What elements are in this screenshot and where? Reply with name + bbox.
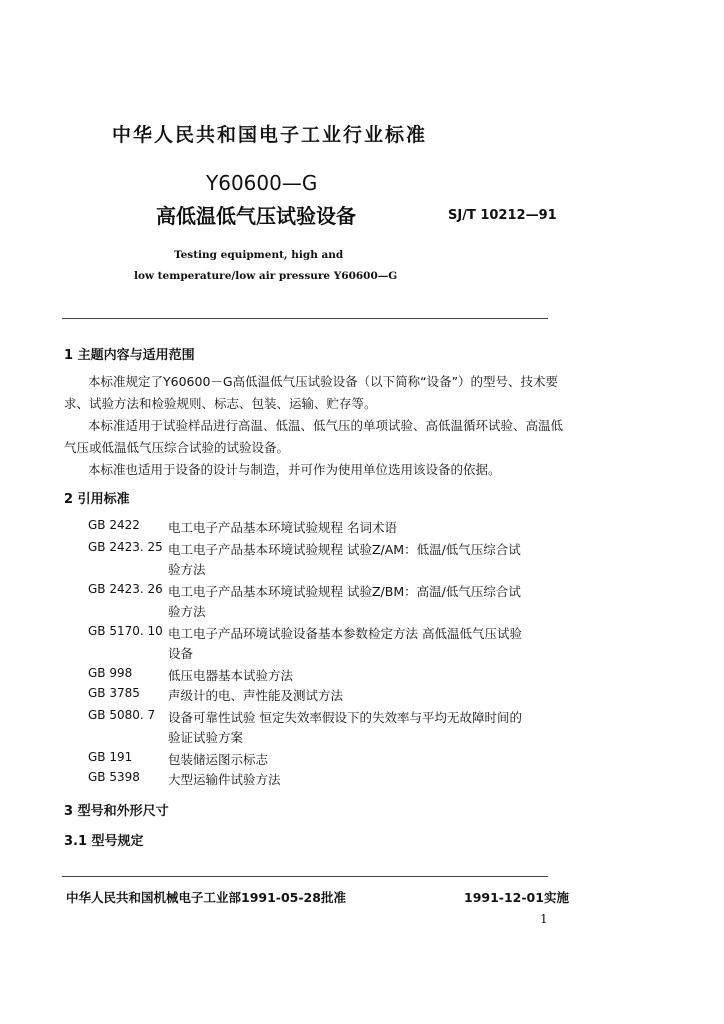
ref-title: 包装储运图示标志 (168, 752, 269, 767)
issuer-header: 中华人民共和国电子工业行业标准 (112, 124, 428, 146)
section-1-line: 本标准规定了Y60600－G高低温低气压试验设备（以下简称“设备”）的型号、技术要 (88, 374, 559, 389)
ref-title: 大型运输件试验方法 (168, 772, 281, 787)
document-title: 高低温低气压试验设备 (156, 204, 356, 228)
english-title-line-1: Testing equipment, high and (174, 249, 344, 261)
ref-title: 低压电器基本试验方法 (168, 668, 294, 683)
ref-title: 电工电子产品基本环境试验规程 试验Z/AM：低温/低气压综合试 (168, 542, 521, 557)
ref-title: 声级计的电、声性能及测试方法 (168, 688, 344, 703)
ref-title-cont: 验证试验方案 (168, 730, 244, 745)
top-divider (62, 318, 548, 319)
standard-code: SJ/T 10212—91 (448, 208, 557, 223)
ref-code: GB 998 (88, 666, 133, 680)
ref-code: GB 2423. 25 (88, 540, 163, 554)
section-3-heading: 3 型号和外形尺寸 (64, 804, 169, 819)
ref-code: GB 191 (88, 750, 133, 764)
ref-title: 电工电子产品基本环境试验规程 名词术语 (168, 520, 397, 535)
ref-title: 电工电子产品环境试验设备基本参数检定方法 高低温低气压试验 (168, 626, 522, 641)
section-2-heading: 2 引用标准 (64, 492, 130, 507)
ref-title-cont: 验方法 (168, 562, 206, 577)
approval-line: 中华人民共和国机械电子工业部1991-05-28批准 (66, 890, 346, 905)
ref-code: GB 5080. 7 (88, 708, 156, 722)
section-1-line: 求、试验方法和检验规则、标志、包装、运输、贮存等。 (64, 396, 377, 411)
section-1-line: 气压或低温低气压综合试验的试验设备。 (64, 440, 290, 455)
ref-title-cont: 验方法 (168, 604, 206, 619)
ref-code: GB 5170. 10 (88, 624, 163, 638)
ref-code: GB 3785 (88, 686, 140, 700)
implementation-date: 1991-12-01实施 (464, 890, 569, 905)
section-1-heading: 1 主题内容与适用范围 (64, 348, 195, 363)
bottom-divider (62, 876, 548, 877)
ref-title-cont: 设备 (168, 646, 194, 661)
ref-code: GB 2423. 26 (88, 582, 163, 596)
section-1-line: 本标准适用于试验样品进行高温、低温、低气压的单项试验、高低温循环试验、高温低 (88, 418, 564, 433)
ref-code: GB 2422 (88, 518, 140, 532)
english-title-line-2: low temperature/low air pressure Y60600—G (134, 270, 398, 282)
model-number: Y60600—G (206, 171, 318, 195)
ref-title: 设备可靠性试验 恒定失效率假设下的失效率与平均无故障时间的 (168, 710, 522, 725)
ref-code: GB 5398 (88, 770, 140, 784)
section-3-1-heading: 3.1 型号规定 (64, 834, 144, 849)
page-number: 1 (540, 912, 548, 926)
section-1-line: 本标准也适用于设备的设计与制造，并可作为使用单位选用该设备的依据。 (88, 462, 501, 477)
ref-title: 电工电子产品基本环境试验规程 试验Z/BM：高温/低气压综合试 (168, 584, 521, 599)
